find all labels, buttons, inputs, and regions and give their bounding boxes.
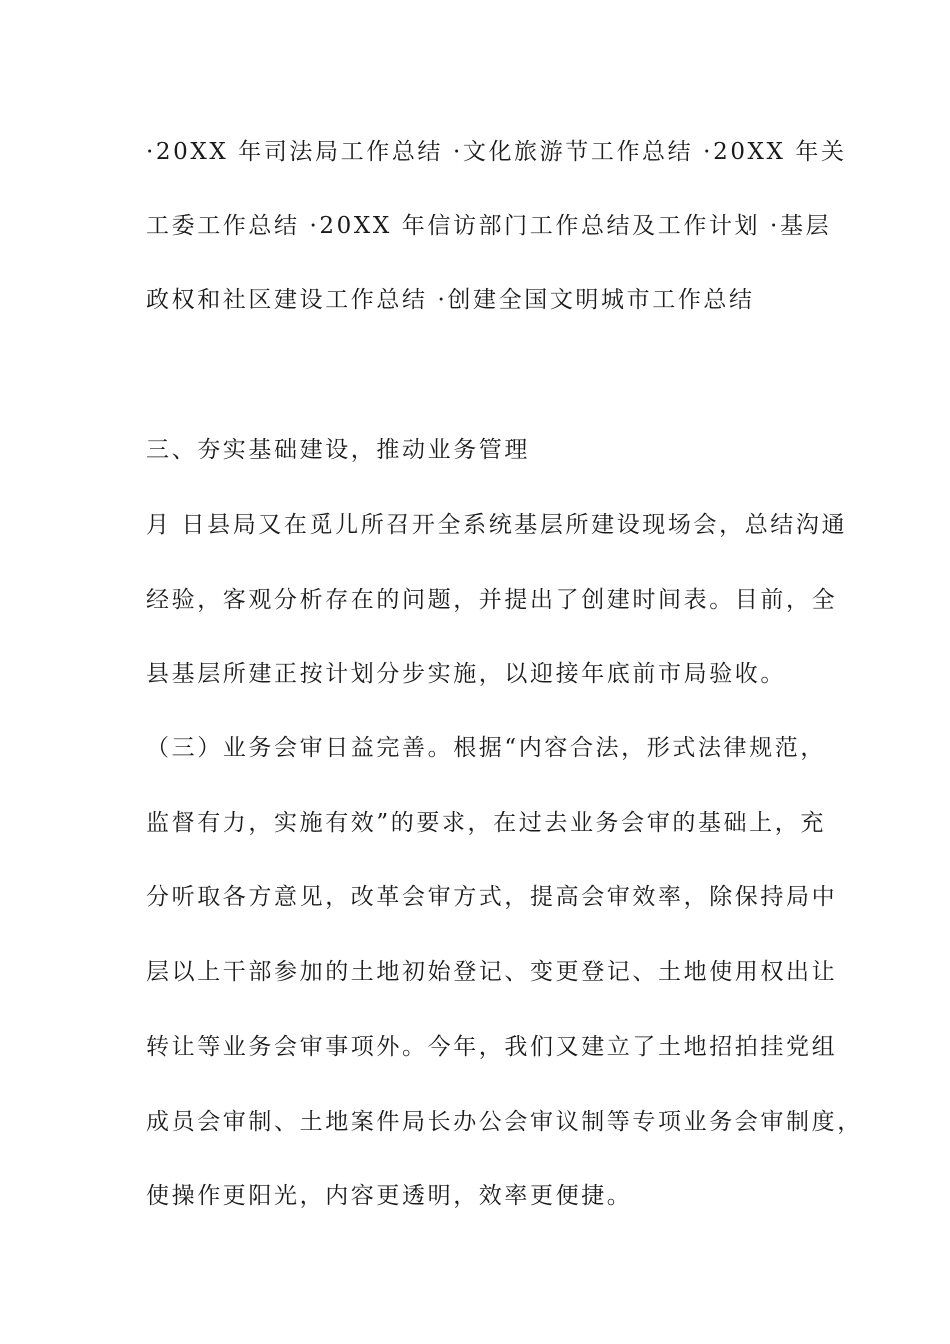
related-links-line: 政权和社区建设工作总结 ·创建全国文明城市工作总结 bbox=[146, 287, 755, 313]
related-links-line: 工委工作总结 ·20XX 年信访部门工作总结及工作计划 ·基层 bbox=[146, 213, 832, 239]
related-links-line: ·20XX 年司法局工作总结 ·文化旅游节工作总结 ·20XX 年关 bbox=[146, 139, 847, 165]
paragraph-line: 使操作更阳光，内容更透明，效率更便捷。 bbox=[146, 1183, 633, 1209]
paragraph-line: 监督有力，实施有效”的要求，在过去业务会审的基础上，充 bbox=[146, 810, 826, 836]
paragraph-line: 层以上干部参加的土地初始登记、变更登记、土地使用权出让 bbox=[146, 959, 838, 985]
paragraph-line: 成员会审制、土地案件局长办公会审议制等专项业务会审制度， bbox=[146, 1109, 863, 1135]
paragraph-line: （三）业务会审日益完善。根据“内容合法，形式法律规范， bbox=[146, 735, 826, 761]
section-heading: 三、夯实基础建设，推动业务管理 bbox=[146, 437, 530, 463]
paragraph-line: 转让等业务会审事项外。今年，我们又建立了土地招拍挂党组 bbox=[146, 1034, 838, 1060]
paragraph-line: 经验，客观分析存在的问题，并提出了创建时间表。目前，全 bbox=[146, 587, 838, 613]
paragraph-line: 分听取各方意见，改革会审方式，提高会审效率，除保持局中 bbox=[146, 884, 838, 910]
paragraph-line: 县基层所建正按计划分步实施，以迎接年底前市局验收。 bbox=[146, 661, 786, 687]
paragraph-line: 月 日县局又在觅儿所召开全系统基层所建设现场会，总结沟通 bbox=[146, 512, 848, 538]
